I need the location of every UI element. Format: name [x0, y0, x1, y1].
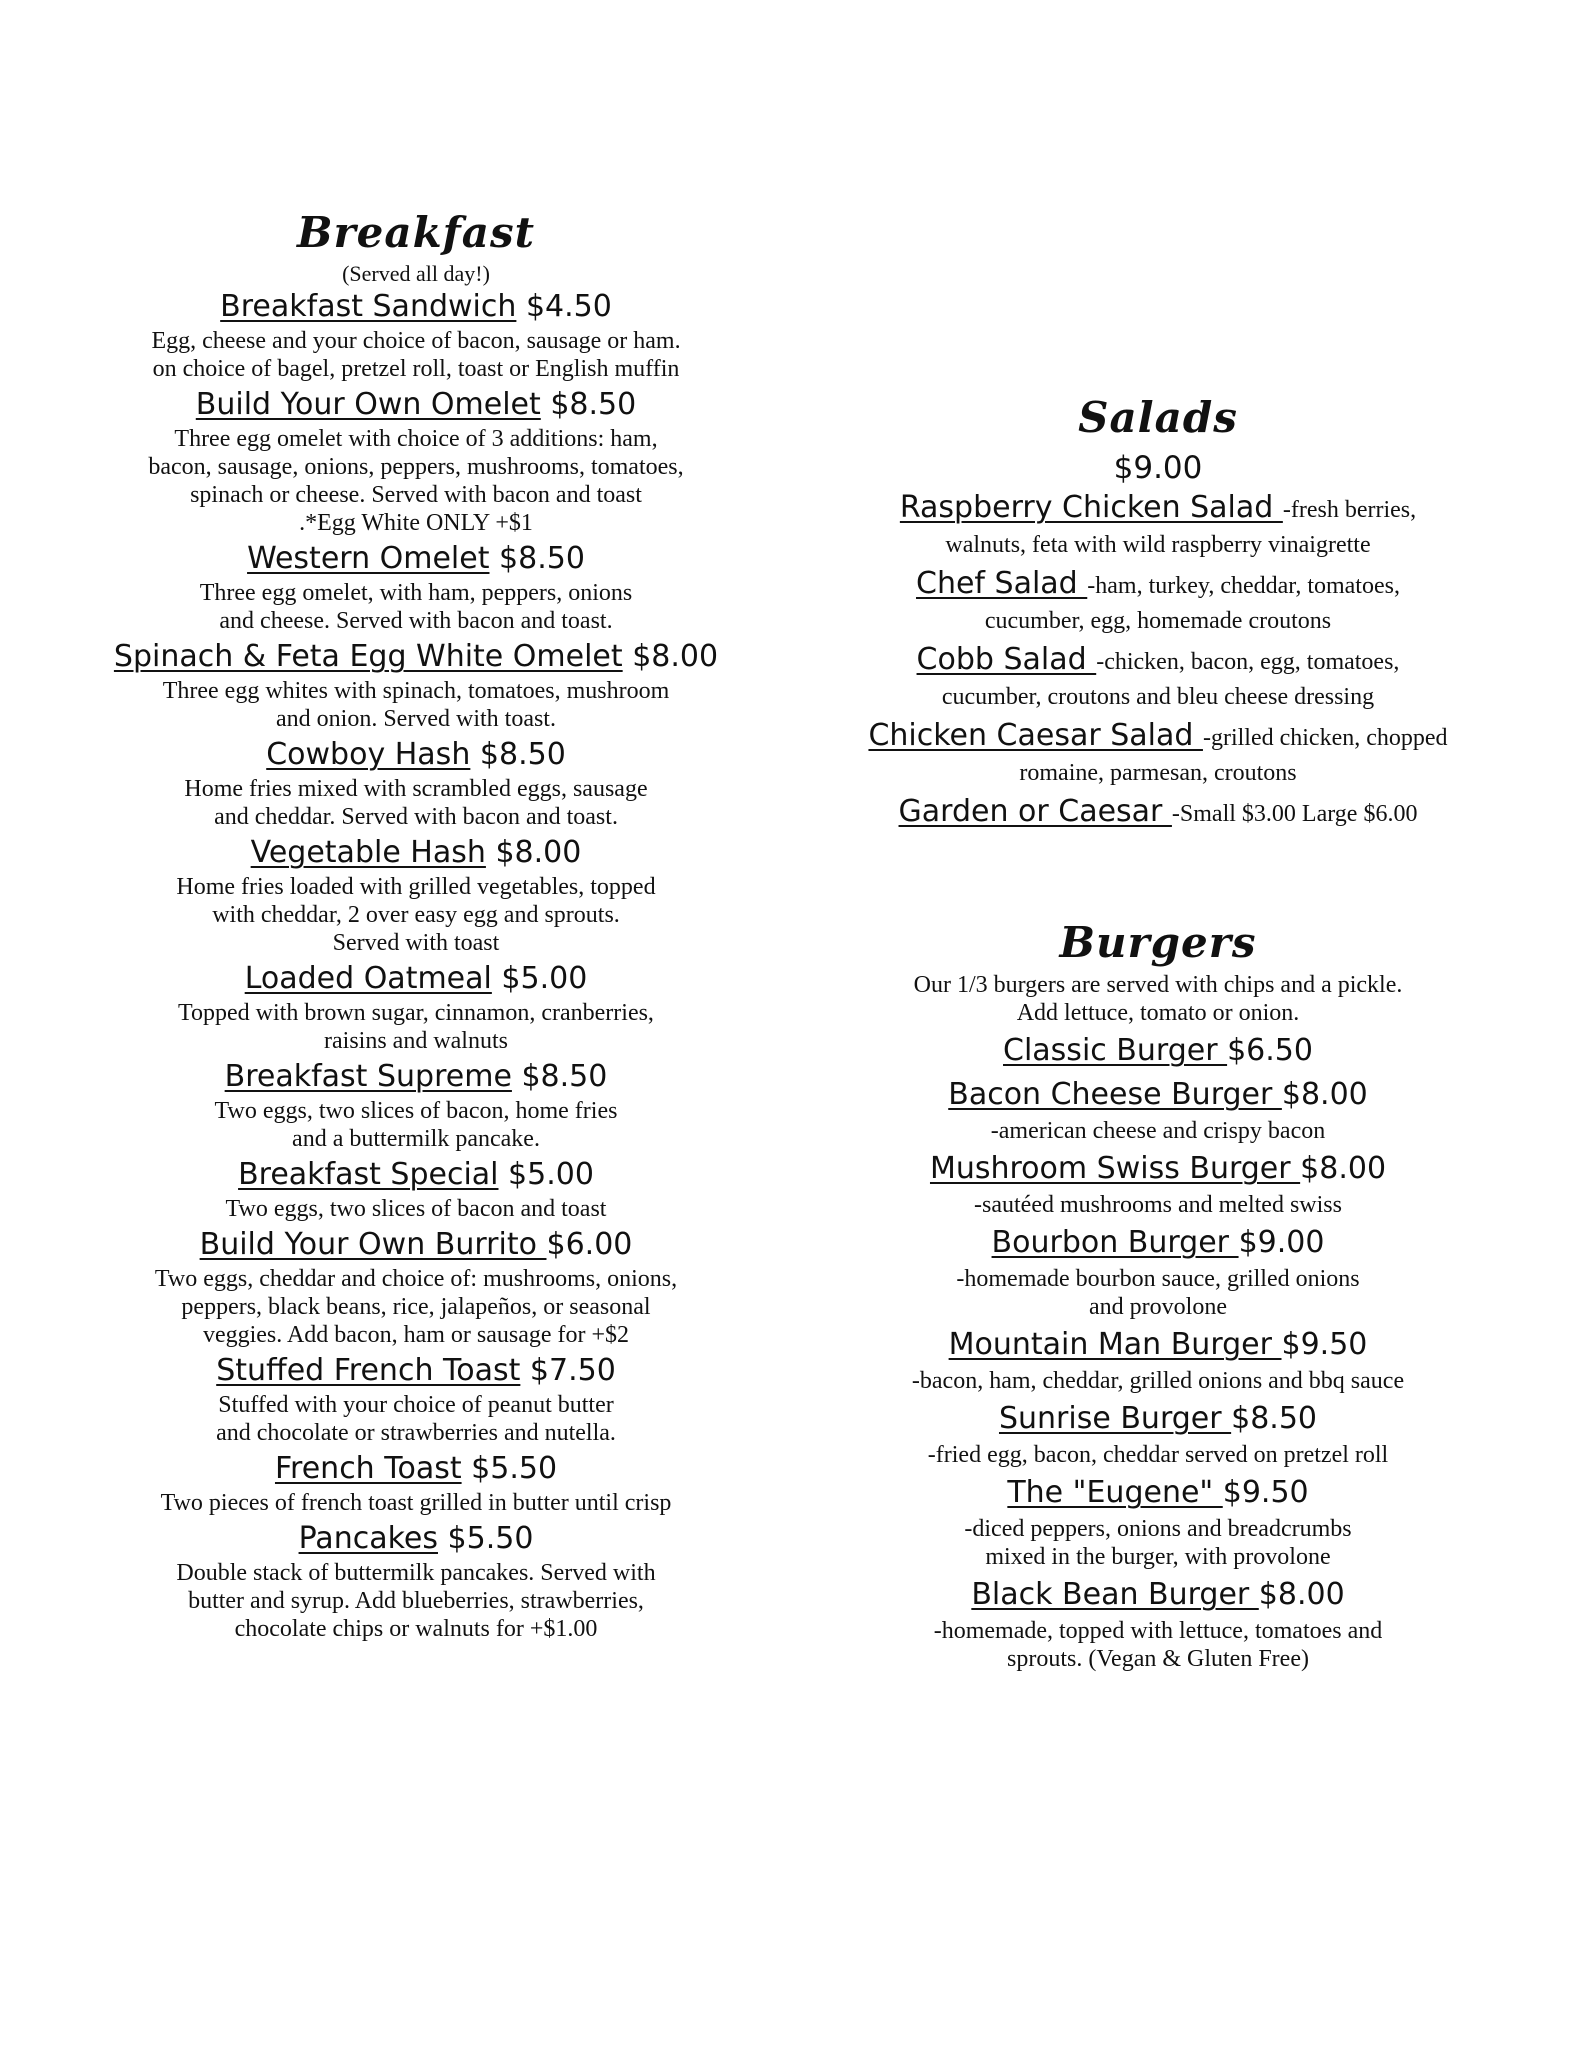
menu-item-description: Two eggs, cheddar and choice of: mushrooms, onions, peppers, black beans, rice, jalapeños, or seasonal veggies. Add bacon, ham or sausage for +$2	[154, 1266, 678, 1348]
menu-item-heading	[820, 1397, 1496, 1441]
menu-item-name: Pancakes	[298, 1521, 438, 1556]
salads-price: $9.00	[1113, 450, 1203, 486]
salads-title: Salads	[1078, 393, 1238, 442]
menu-item-heading	[88, 1351, 744, 1391]
menu-item-description: Home fries loaded with grilled vegetables, topped with cheddar, 2 over easy egg and sprouts. Served with toast	[176, 874, 656, 956]
menu-item	[820, 1221, 1496, 1321]
menu-item	[88, 833, 744, 957]
menu-item-heading	[88, 1155, 744, 1195]
breakfast-subtitle: (Served all day!)	[342, 261, 490, 286]
menu-item-heading	[88, 959, 744, 999]
menu-item-name: Spinach & Feta Egg White Omelet	[113, 639, 623, 674]
menu-item-heading	[88, 287, 744, 327]
menu-item-heading	[820, 1221, 1496, 1265]
menu-item	[820, 1073, 1496, 1145]
menu-item	[820, 642, 1496, 714]
menu-item	[88, 539, 744, 635]
menu-item-description: Two eggs, two slices of bacon and toast	[225, 1196, 607, 1222]
menu-item-heading	[820, 1029, 1496, 1073]
menu-item-heading	[820, 490, 1496, 528]
menu-item-price: $8.50	[479, 737, 566, 772]
menu-item-price: $8.00	[1300, 1151, 1387, 1186]
menu-item-price: $8.50	[550, 387, 637, 422]
menu-item	[88, 385, 744, 537]
menu-item-description: Topped with brown sugar, cinnamon, cranberries, raisins and walnuts	[178, 1000, 654, 1054]
menu-item-price: $6.50	[1227, 1033, 1313, 1068]
menu-item-name: Cobb Salad	[916, 642, 1097, 677]
menu-item-description: Stuffed with your choice of peanut butter and chocolate or strawberries and nutella.	[216, 1392, 616, 1446]
menu-item-name: Mountain Man Burger	[948, 1327, 1282, 1362]
menu-item	[88, 1449, 744, 1517]
menu-item-description: Three egg omelet with choice of 3 additions: ham, bacon, sausage, onions, peppers, mushrooms, tomatoes, spinach or cheese. Served with bacon and toast .*Egg White ONLY +$1	[148, 426, 684, 536]
menu-item-name: Raspberry Chicken Salad	[899, 490, 1283, 525]
menu-item	[88, 637, 744, 733]
menu-item-inline-description: -Small $3.00 Large $6.00	[1171, 801, 1418, 827]
menu-item-description: -american cheese and crispy bacon	[990, 1118, 1326, 1144]
menu-item-price: $9.50	[1281, 1327, 1368, 1362]
menu-item	[88, 1225, 744, 1349]
menu-item-description: romaine, parmesan, croutons	[1019, 760, 1297, 786]
menu-item-heading	[88, 833, 744, 873]
menu-item	[88, 1519, 744, 1643]
menu-item-price: $5.50	[471, 1451, 558, 1486]
menu-item-description: -homemade bourbon sauce, grilled onions and provolone	[956, 1266, 1360, 1320]
menu-item-name: Classic Burger	[1003, 1033, 1228, 1068]
menu-item-name: Western Omelet	[247, 541, 490, 576]
menu-item-description: -fried egg, bacon, cheddar served on pretzel roll	[927, 1442, 1389, 1468]
menu-item-heading	[88, 735, 744, 775]
menu-item-inline-description: -fresh berries,	[1282, 497, 1417, 523]
menu-item-description: walnuts, feta with wild raspberry vinaigrette	[945, 532, 1371, 558]
menu-item-description: Three egg omelet, with ham, peppers, onions and cheese. Served with bacon and toast.	[199, 580, 633, 634]
menu-item-heading	[88, 1057, 744, 1097]
menu-item-price: $7.50	[529, 1353, 616, 1388]
menu-item-description: Three egg whites with spinach, tomatoes, mushroom and onion. Served with toast.	[162, 678, 670, 732]
menu-item	[820, 566, 1496, 638]
menu-item-name: Bacon Cheese Burger	[948, 1077, 1282, 1112]
menu-item-heading	[88, 1519, 744, 1559]
menu-item-description: Double stack of buttermilk pancakes. Served with butter and syrup. Add blueberries, strawberries, chocolate chips or walnuts for +$1.00	[176, 1560, 656, 1642]
menu-item-name: Chicken Caesar Salad	[868, 718, 1203, 753]
menu-item-heading	[88, 1225, 744, 1265]
breakfast-item-list	[88, 287, 744, 1643]
menu-item-description: cucumber, egg, homemade croutons	[984, 608, 1332, 634]
menu-item	[88, 1351, 744, 1447]
menu-item-name: Chef Salad	[916, 566, 1088, 601]
menu-item-heading	[820, 1471, 1496, 1515]
menu-item-name: Sunrise Burger	[998, 1401, 1232, 1436]
menu-item-description: -diced peppers, onions and breadcrumbs mixed in the burger, with provolone	[964, 1516, 1352, 1570]
menu-item-price: $5.00	[501, 961, 588, 996]
menu-item-name: Bourbon Burger	[991, 1225, 1239, 1260]
menu-item	[820, 490, 1496, 562]
breakfast-section	[88, 205, 744, 1645]
menu-item	[820, 1397, 1496, 1469]
menu-item-name: Black Bean Burger	[971, 1577, 1259, 1612]
menu-item-name: The "Eugene"	[1007, 1475, 1223, 1510]
menu-item	[88, 287, 744, 383]
breakfast-title: Breakfast	[297, 208, 535, 257]
menu-item	[820, 1029, 1496, 1073]
menu-item-name: Vegetable Hash	[250, 835, 486, 870]
menu-item-description: cucumber, croutons and bleu cheese dressing	[941, 684, 1375, 710]
menu-item-name: Cowboy Hash	[266, 737, 471, 772]
menu-item	[820, 718, 1496, 790]
menu-item-heading	[820, 1147, 1496, 1191]
menu-item-description: Home fries mixed with scrambled eggs, sausage and cheddar. Served with bacon and toast.	[184, 776, 648, 830]
menu-item-heading	[88, 1449, 744, 1489]
menu-item-price: $8.50	[521, 1059, 608, 1094]
menu-item	[820, 1147, 1496, 1219]
menu-item	[820, 1471, 1496, 1571]
menu-item-price: $8.00	[1281, 1077, 1368, 1112]
menu-item-inline-description: -chicken, bacon, egg, tomatoes,	[1096, 649, 1400, 675]
menu-item-name: Loaded Oatmeal	[244, 961, 492, 996]
menu-item	[88, 959, 744, 1055]
menu-item-price: $9.00	[1238, 1225, 1325, 1260]
menu-item-description: Egg, cheese and your choice of bacon, sausage or ham. on choice of bagel, pretzel roll, toast or English muffin	[151, 328, 681, 382]
menu-item	[820, 794, 1496, 832]
menu-item-price: $6.00	[546, 1227, 633, 1262]
menu-item-price: $5.50	[447, 1521, 534, 1556]
menu-item-price: $5.00	[508, 1157, 594, 1192]
menu-item-name: Breakfast Special	[238, 1157, 499, 1192]
menu-item-description: -sautéed mushrooms and melted swiss	[974, 1192, 1342, 1218]
menu-item-price: $8.00	[632, 639, 719, 674]
menu-item	[88, 735, 744, 831]
menu-item-name: French Toast	[274, 1451, 462, 1486]
menu-item-heading	[820, 1573, 1496, 1617]
menu-item-name: Build Your Own Omelet	[195, 387, 541, 422]
menu-item-name: Breakfast Sandwich	[220, 289, 517, 324]
menu-item-heading	[820, 794, 1496, 832]
menu-item-name: Stuffed French Toast	[216, 1353, 521, 1388]
menu-item-price: $8.50	[499, 541, 585, 576]
burger-item-list	[820, 1029, 1496, 1673]
menu-item-description: -bacon, ham, cheddar, grilled onions and bbq sauce	[911, 1368, 1405, 1394]
menu-item-name: Breakfast Supreme	[224, 1059, 512, 1094]
menu-item-description: Two pieces of french toast grilled in butter until crisp	[160, 1490, 672, 1516]
salad-item-list	[820, 490, 1496, 832]
menu-item-price: $8.00	[1258, 1577, 1345, 1612]
menu-item-description: Two eggs, two slices of bacon, home fries and a buttermilk pancake.	[214, 1098, 618, 1152]
menu-item-description: -homemade, topped with lettuce, tomatoes and sprouts. (Vegan & Gluten Free)	[933, 1618, 1383, 1672]
menu-item-price: $9.50	[1222, 1475, 1309, 1510]
menu-item-heading	[820, 718, 1496, 756]
menu-item-heading	[88, 539, 744, 579]
menu-item-heading	[820, 1323, 1496, 1367]
burgers-intro: Our 1/3 burgers are served with chips and a pickle. Add lettuce, tomato or onion.	[913, 972, 1403, 1026]
menu-item-inline-description: -grilled chicken, chopped	[1202, 725, 1448, 751]
menu-item-heading	[820, 566, 1496, 604]
menu-item-name: Build Your Own Burrito	[199, 1227, 547, 1262]
burgers-title: Burgers	[1059, 918, 1257, 967]
menu-item-price: $8.00	[495, 835, 582, 870]
menu-item	[88, 1057, 744, 1153]
menu-item-price: $8.50	[1231, 1401, 1318, 1436]
menu-item-inline-description: -ham, turkey, cheddar, tomatoes,	[1087, 573, 1400, 599]
salads-section	[820, 390, 1496, 832]
menu-item	[88, 1155, 744, 1223]
menu-item-price: $4.50	[525, 289, 612, 324]
menu-item-name: Garden or Caesar	[898, 794, 1172, 829]
burgers-section	[820, 915, 1496, 1675]
menu-item-heading	[88, 637, 744, 677]
menu-item-heading	[88, 385, 744, 425]
menu-item	[820, 1573, 1496, 1673]
menu-item-heading	[820, 1073, 1496, 1117]
menu-item-heading	[820, 642, 1496, 680]
menu-item	[820, 1323, 1496, 1395]
menu-item-name: Mushroom Swiss Burger	[929, 1151, 1301, 1186]
